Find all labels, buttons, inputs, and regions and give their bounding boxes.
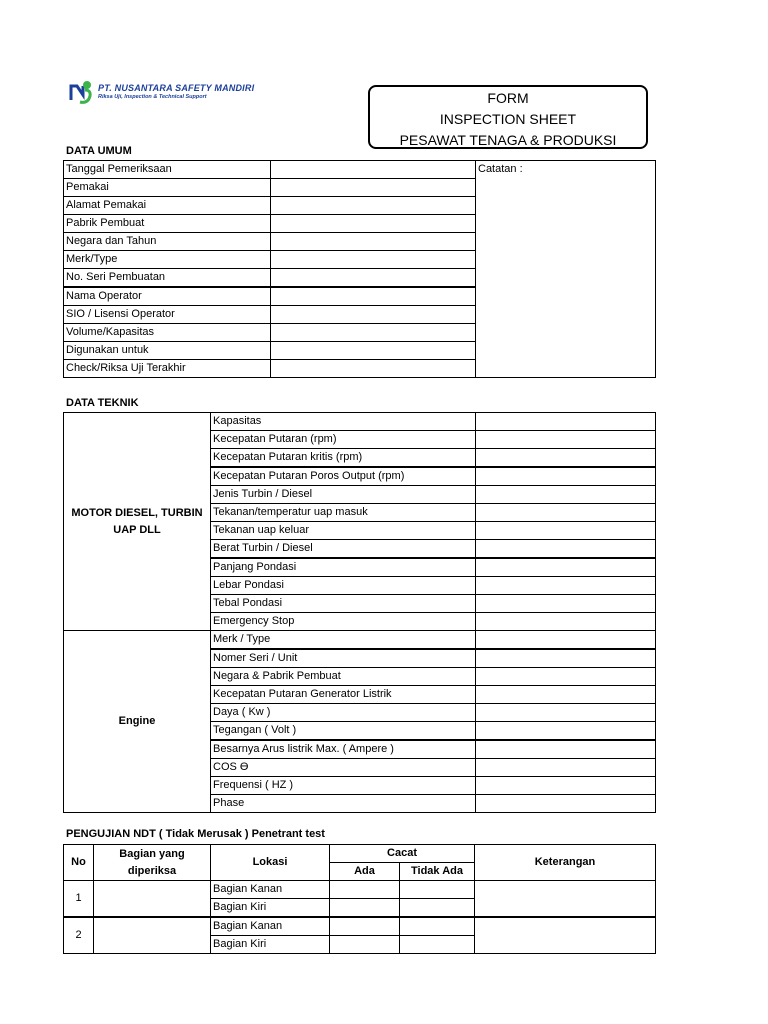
ndt-bagian-cell[interactable] <box>94 917 211 954</box>
ndt-tidak-ada-cell[interactable] <box>400 899 475 918</box>
teknik-field-value-cell[interactable] <box>476 577 656 595</box>
teknik-field-value-cell[interactable] <box>476 722 656 741</box>
teknik-field-value-cell[interactable] <box>476 540 656 559</box>
ndt-bagian-cell[interactable] <box>94 881 211 918</box>
teknik-field-label: Nomer Seri / Unit <box>211 649 476 668</box>
teknik-group-name: MOTOR DIESEL, TURBIN UAP DLL <box>64 413 211 631</box>
teknik-field-label: Frequensi ( HZ ) <box>211 777 476 795</box>
data-teknik-row <box>64 631 656 650</box>
field-value-cell[interactable] <box>271 324 476 342</box>
form-line-1: FORM <box>487 90 529 106</box>
ndt-tidak-ada-cell[interactable] <box>400 881 475 899</box>
ndt-lokasi-label: Bagian Kiri <box>211 899 330 918</box>
teknik-field-label: Berat Turbin / Diesel <box>211 540 476 559</box>
teknik-field-value-cell[interactable] <box>476 631 656 650</box>
field-label: Negara dan Tahun <box>64 233 271 251</box>
ndt-table <box>63 844 656 954</box>
teknik-field-label: Tekanan uap keluar <box>211 522 476 540</box>
ndt-header-ada: Ada <box>330 863 400 881</box>
teknik-field-label: Kecepatan Putaran kritis (rpm) <box>211 449 476 468</box>
field-value-cell[interactable] <box>271 233 476 251</box>
data-teknik-row <box>64 413 656 431</box>
teknik-field-value-cell[interactable] <box>476 431 656 449</box>
teknik-group-name: Engine <box>64 631 211 813</box>
ndt-ada-cell[interactable] <box>330 917 400 936</box>
field-label: Alamat Pemakai <box>64 197 271 215</box>
ndt-row-no: 1 <box>64 881 94 918</box>
data-teknik-table <box>63 412 656 813</box>
teknik-field-label: Besarnya Arus listrik Max. ( Ampere ) <box>211 740 476 759</box>
ndt-row <box>64 917 656 936</box>
teknik-field-label: Emergency Stop <box>211 613 476 631</box>
ndt-header-bagian: Bagian yang diperiksa <box>94 845 211 881</box>
field-value-cell[interactable] <box>271 287 476 306</box>
teknik-field-label: Tekanan/temperatur uap masuk <box>211 504 476 522</box>
teknik-field-label: Tebal Pondasi <box>211 595 476 613</box>
ndt-title: PENGUJIAN NDT ( Tidak Merusak ) Penetrant test <box>66 828 325 840</box>
nsm-logo-icon <box>68 78 94 106</box>
teknik-field-value-cell[interactable] <box>476 486 656 504</box>
field-label: Pabrik Pembuat <box>64 215 271 233</box>
teknik-field-value-cell[interactable] <box>476 704 656 722</box>
teknik-field-value-cell[interactable] <box>476 686 656 704</box>
form-title-box <box>368 85 648 149</box>
teknik-field-label: Phase <box>211 795 476 813</box>
field-label: Merk/Type <box>64 251 271 269</box>
ndt-row <box>64 881 656 899</box>
field-value-cell[interactable] <box>271 360 476 378</box>
teknik-field-value-cell[interactable] <box>476 413 656 431</box>
teknik-field-value-cell[interactable] <box>476 558 656 577</box>
teknik-field-label: Kecepatan Putaran Generator Listrik <box>211 686 476 704</box>
ndt-lokasi-label: Bagian Kiri <box>211 936 330 954</box>
teknik-field-value-cell[interactable] <box>476 777 656 795</box>
form-line-2: INSPECTION SHEET <box>439 111 577 127</box>
teknik-field-value-cell[interactable] <box>476 740 656 759</box>
field-value-cell[interactable] <box>271 306 476 324</box>
ndt-keterangan-cell[interactable] <box>475 881 656 918</box>
field-value-cell[interactable] <box>271 269 476 288</box>
field-label: Volume/Kapasitas <box>64 324 271 342</box>
teknik-field-value-cell[interactable] <box>476 467 656 486</box>
field-value-cell[interactable] <box>271 179 476 197</box>
data-umum-table <box>63 160 656 378</box>
teknik-field-value-cell[interactable] <box>476 795 656 813</box>
teknik-field-value-cell[interactable] <box>476 595 656 613</box>
company-logo <box>68 78 258 108</box>
ndt-keterangan-cell[interactable] <box>475 917 656 954</box>
field-value-cell[interactable] <box>271 342 476 360</box>
field-value-cell[interactable] <box>271 215 476 233</box>
field-label: Tanggal Pemeriksaan <box>64 161 271 179</box>
company-tagline: Riksa Uji, Inspection & Technical Support <box>98 94 207 100</box>
ndt-header-cacat: Cacat <box>330 845 475 863</box>
teknik-field-label: Kecepatan Putaran (rpm) <box>211 431 476 449</box>
field-label: Check/Riksa Uji Terakhir <box>64 360 271 378</box>
field-value-cell[interactable] <box>271 251 476 269</box>
teknik-field-value-cell[interactable] <box>476 522 656 540</box>
field-label: Pemakai <box>64 179 271 197</box>
ndt-ada-cell[interactable] <box>330 936 400 954</box>
field-label: No. Seri Pembuatan <box>64 269 271 288</box>
ndt-header-no: No <box>64 845 94 881</box>
teknik-field-label: Kapasitas <box>211 413 476 431</box>
teknik-field-value-cell[interactable] <box>476 449 656 468</box>
ndt-header-tidak-ada: Tidak Ada <box>400 863 475 881</box>
catatan-notes-cell[interactable]: Catatan : <box>476 161 656 378</box>
teknik-field-label: Merk / Type <box>211 631 476 650</box>
teknik-field-label: Kecepatan Putaran Poros Output (rpm) <box>211 467 476 486</box>
teknik-field-value-cell[interactable] <box>476 759 656 777</box>
company-name: PT. NUSANTARA SAFETY MANDIRI <box>98 83 255 93</box>
teknik-field-label: Negara & Pabrik Pembuat <box>211 668 476 686</box>
teknik-field-label: Lebar Pondasi <box>211 577 476 595</box>
ndt-tidak-ada-cell[interactable] <box>400 936 475 954</box>
teknik-field-value-cell[interactable] <box>476 613 656 631</box>
teknik-field-label: Panjang Pondasi <box>211 558 476 577</box>
field-label: Nama Operator <box>64 287 271 306</box>
data-umum-title: DATA UMUM <box>66 145 132 157</box>
ndt-lokasi-label: Bagian Kanan <box>211 917 330 936</box>
ndt-ada-cell[interactable] <box>330 899 400 918</box>
ndt-row-no: 2 <box>64 917 94 954</box>
teknik-field-label: COS ϴ <box>211 759 476 777</box>
teknik-field-label: Daya ( Kw ) <box>211 704 476 722</box>
ndt-tidak-ada-cell[interactable] <box>400 917 475 936</box>
ndt-header-row-1 <box>64 845 656 863</box>
teknik-field-label: Jenis Turbin / Diesel <box>211 486 476 504</box>
teknik-field-label: Tegangan ( Volt ) <box>211 722 476 741</box>
ndt-lokasi-label: Bagian Kanan <box>211 881 330 899</box>
svg-text:NSM: NSM <box>68 78 71 79</box>
data-teknik-title: DATA TEKNIK <box>66 397 139 409</box>
ndt-header-lokasi: Lokasi <box>211 845 330 881</box>
ndt-ada-cell[interactable] <box>330 881 400 899</box>
ndt-header-keterangan: Keterangan <box>475 845 656 881</box>
field-label: SIO / Lisensi Operator <box>64 306 271 324</box>
field-label: Digunakan untuk <box>64 342 271 360</box>
field-value-cell[interactable] <box>271 161 476 179</box>
teknik-field-value-cell[interactable] <box>476 504 656 522</box>
data-umum-row <box>64 161 656 179</box>
teknik-field-value-cell[interactable] <box>476 649 656 668</box>
teknik-field-value-cell[interactable] <box>476 668 656 686</box>
field-value-cell[interactable] <box>271 197 476 215</box>
form-line-3: PESAWAT TENAGA & PRODUKSI <box>399 132 617 148</box>
